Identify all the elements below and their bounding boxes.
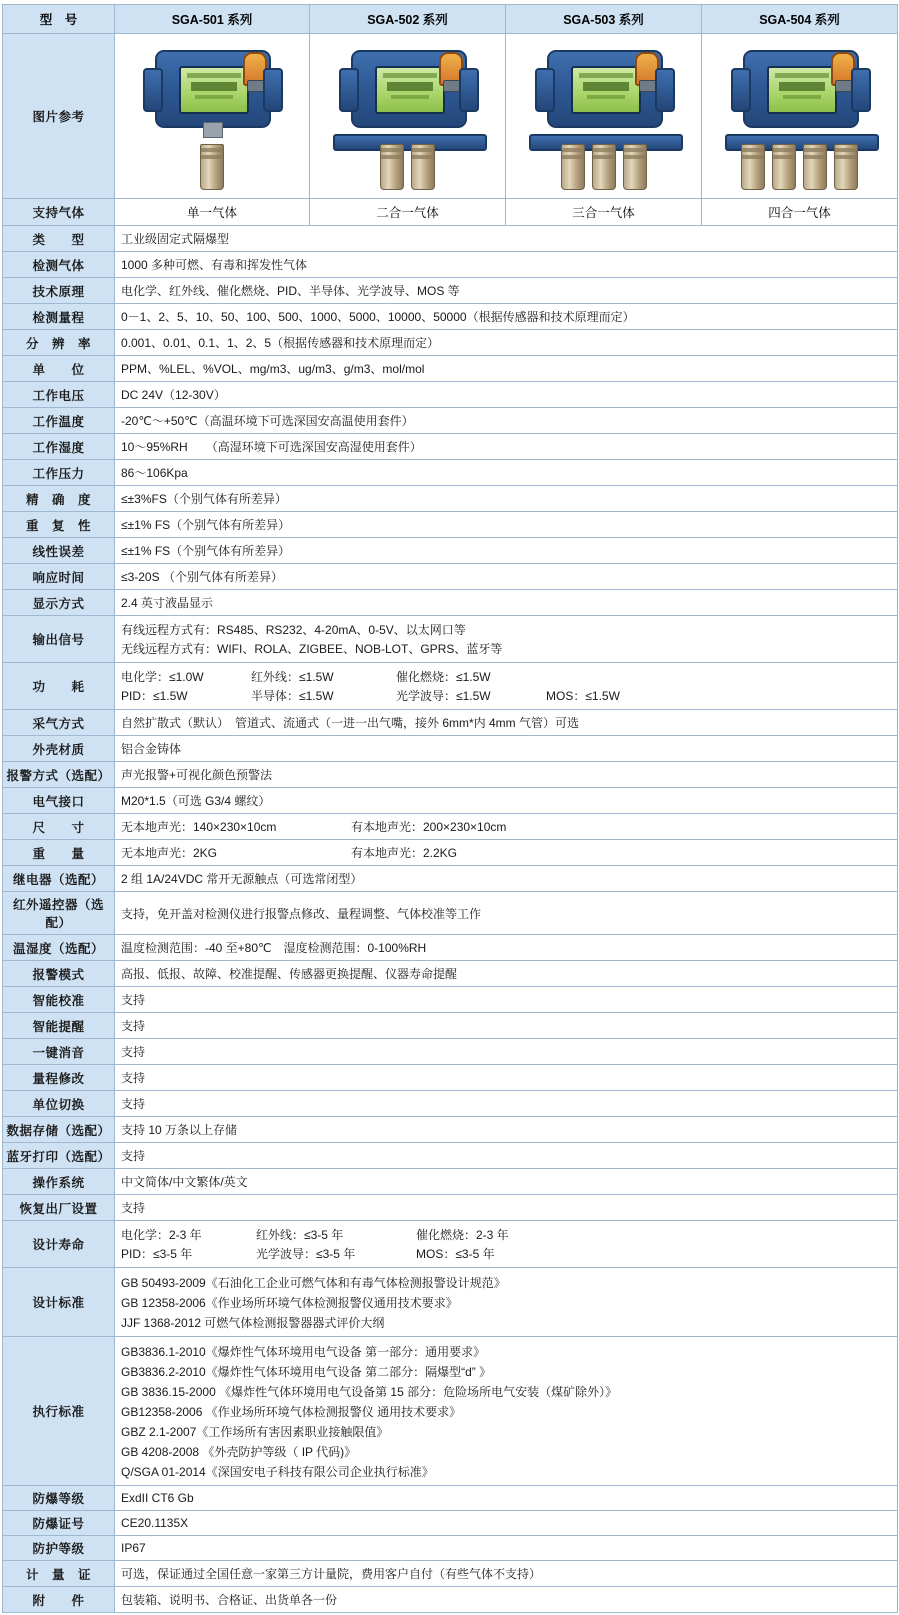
spec-label: 检测量程 bbox=[3, 304, 115, 330]
spec-value: DC 24V（12-30V） bbox=[115, 382, 898, 408]
spec-label: 精 确 度 bbox=[3, 486, 115, 512]
sensor-probe-icon bbox=[623, 144, 647, 190]
table-row-output-signal bbox=[3, 616, 898, 663]
table-row bbox=[3, 1536, 898, 1561]
table-row bbox=[3, 1065, 898, 1091]
spec-value: 支持 10 万条以上存储 bbox=[115, 1117, 898, 1143]
spec-label: 蓝牙打印（选配） bbox=[3, 1143, 115, 1169]
device-illustration-1probe bbox=[127, 40, 297, 192]
sensor-probe-icon bbox=[411, 144, 435, 190]
spec-value: 0.001、0.01、0.1、1、2、5（根据传感器和技术原理而定） bbox=[115, 330, 898, 356]
exec-standard-line: GB3836.2-2010《爆炸性气体环境用电气设备 第二部分：隔爆型“d” 》 bbox=[121, 1364, 492, 1379]
model-503: SGA-503 系列 bbox=[506, 5, 702, 34]
table-row bbox=[3, 710, 898, 736]
spec-label: 采气方式 bbox=[3, 710, 115, 736]
sensor-probe-group bbox=[519, 144, 689, 190]
table-row bbox=[3, 1117, 898, 1143]
power-electrochemical: 电化学：≤1.0W bbox=[121, 670, 204, 684]
table-row bbox=[3, 512, 898, 538]
spec-value: 高报、低报、故障、校准提醒、传感器更换提醒、仪器寿命提醒 bbox=[115, 961, 898, 987]
model-504: SGA-504 系列 bbox=[702, 5, 898, 34]
lcd-screen-icon bbox=[571, 66, 641, 114]
weight-with-local-alarm: 有本地声光：2.2KG bbox=[351, 846, 458, 860]
spec-label: 技术原理 bbox=[3, 278, 115, 304]
lifespan-infrared: 红外线：≤3-5 年 bbox=[256, 1228, 344, 1242]
model-502: SGA-502 系列 bbox=[310, 5, 506, 34]
spec-label: 红外遥控器（选配） bbox=[3, 892, 115, 935]
image-ref-label: 图片参考 bbox=[3, 34, 115, 199]
spec-label: 智能校准 bbox=[3, 987, 115, 1013]
spec-value: 2 组 1A/24VDC 常开无源触点（可选常闭型） bbox=[115, 866, 898, 892]
table-row bbox=[3, 866, 898, 892]
lifespan-pid: PID：≤3-5 年 bbox=[121, 1247, 193, 1261]
product-image-502 bbox=[310, 34, 506, 199]
spec-label: 单 位 bbox=[3, 356, 115, 382]
power-infrared: 红外线：≤1.5W bbox=[251, 670, 334, 684]
output-signal-wireless: 无线远程方式有：WIFI、ROLA、ZIGBEE、NOB-LOT、GPRS、蓝牙等 bbox=[121, 642, 503, 656]
spec-value: M20*1.5（可选 G3/4 螺纹） bbox=[115, 788, 898, 814]
table-row bbox=[3, 987, 898, 1013]
table-row bbox=[3, 486, 898, 512]
device-illustration-4probe bbox=[715, 40, 885, 192]
device-illustration-3probe bbox=[519, 40, 689, 192]
sensor-probe-icon bbox=[772, 144, 796, 190]
spec-label: 防爆证号 bbox=[3, 1511, 115, 1536]
table-row bbox=[3, 1486, 898, 1511]
product-image-504 bbox=[702, 34, 898, 199]
spec-label: 工作温度 bbox=[3, 408, 115, 434]
spec-value: 铝合金铸体 bbox=[115, 736, 898, 762]
exec-standard-line: GB 3836.15-2000 《爆炸性气体环境用电气设备第 15 部分：危险场所电气安装（煤矿除外）》 bbox=[121, 1384, 618, 1399]
spec-value: CE20.1135X bbox=[115, 1511, 898, 1536]
sensor-probe-icon bbox=[561, 144, 585, 190]
weight-value bbox=[115, 840, 898, 866]
sensor-probe-icon bbox=[803, 144, 827, 190]
spec-value: -20℃～+50℃（高温环境下可选深国安高温使用套件） bbox=[115, 408, 898, 434]
specification-table bbox=[2, 4, 898, 1613]
power-line-2 bbox=[121, 686, 891, 705]
spec-label: 单位切换 bbox=[3, 1091, 115, 1117]
spec-label: 工作湿度 bbox=[3, 434, 115, 460]
table-row-lifespan bbox=[3, 1221, 898, 1268]
spec-value: IP67 bbox=[115, 1536, 898, 1561]
table-row bbox=[3, 1169, 898, 1195]
lifespan-electrochemical: 电化学：2-3 年 bbox=[121, 1228, 202, 1242]
lamp-base-icon bbox=[247, 80, 265, 92]
lifespan-line-2 bbox=[121, 1244, 891, 1263]
table-row bbox=[3, 330, 898, 356]
spec-value: ExdII CT6 Gb bbox=[115, 1486, 898, 1511]
power-pid: PID：≤1.5W bbox=[121, 689, 188, 703]
spec-value: 10～95%RH （高湿环境下可选深国安高湿使用套件） bbox=[115, 434, 898, 460]
spec-label: 恢复出厂设置 bbox=[3, 1195, 115, 1221]
sensor-probe-group bbox=[323, 144, 493, 190]
lifespan-line-1 bbox=[121, 1225, 891, 1244]
table-row bbox=[3, 1091, 898, 1117]
spec-label: 类 型 bbox=[3, 226, 115, 252]
spec-label: 响应时间 bbox=[3, 564, 115, 590]
spec-value: 支持 bbox=[115, 1143, 898, 1169]
spec-label: 报警方式（选配） bbox=[3, 762, 115, 788]
spec-value: 支持 bbox=[115, 1195, 898, 1221]
spec-value: ≤±1% FS（个别气体有所差异） bbox=[115, 538, 898, 564]
exec-standard-line: GB 4208-2008 《外壳防护等级（ IP 代码)》 bbox=[121, 1444, 357, 1459]
table-row bbox=[3, 382, 898, 408]
spec-label: 防护等级 bbox=[3, 1536, 115, 1561]
table-row-gas-support bbox=[3, 199, 898, 226]
sensor-probe-group bbox=[715, 144, 885, 190]
table-row bbox=[3, 252, 898, 278]
spec-value: 温度检测范围：-40 至+80℃ 湿度检测范围：0-100%RH bbox=[115, 935, 898, 961]
table-row bbox=[3, 961, 898, 987]
power-mos: MOS：≤1.5W bbox=[546, 689, 620, 703]
lamp-base-icon bbox=[639, 80, 657, 92]
dimension-no-local-alarm: 无本地声光：140×230×10cm bbox=[121, 820, 277, 834]
weight-label: 重 量 bbox=[3, 840, 115, 866]
weight-no-local-alarm: 无本地声光：2KG bbox=[121, 846, 218, 860]
table-row-dimension bbox=[3, 814, 898, 840]
table-row bbox=[3, 408, 898, 434]
spec-label: 智能提醒 bbox=[3, 1013, 115, 1039]
sensor-probe-icon bbox=[741, 144, 765, 190]
lcd-screen-icon bbox=[767, 66, 837, 114]
power-semiconductor: 半导体：≤1.5W bbox=[251, 689, 334, 703]
design-standard-line: JJF 1368-2012 可燃气体检测报警器器式评价大纲 bbox=[121, 1315, 385, 1330]
spec-value: 支持 bbox=[115, 1091, 898, 1117]
lcd-screen-icon bbox=[375, 66, 445, 114]
spec-value: 电化学、红外线、催化燃烧、PID、半导体、光学波导、MOS 等 bbox=[115, 278, 898, 304]
gas-support-501: 单一气体 bbox=[115, 199, 310, 226]
design-standard-label: 设计标准 bbox=[3, 1268, 115, 1337]
dimension-value bbox=[115, 814, 898, 840]
spec-label: 温湿度（选配） bbox=[3, 935, 115, 961]
spec-label: 重 复 性 bbox=[3, 512, 115, 538]
spec-value: ≤±1% FS（个别气体有所差异） bbox=[115, 512, 898, 538]
power-label: 功 耗 bbox=[3, 663, 115, 710]
spec-label: 检测气体 bbox=[3, 252, 115, 278]
detector-housing-icon bbox=[155, 50, 271, 128]
gas-support-label: 支持气体 bbox=[3, 199, 115, 226]
header-label: 型 号 bbox=[3, 5, 115, 34]
table-row bbox=[3, 1587, 898, 1613]
spec-value: 可选，保证通过全国任意一家第三方计量院，费用客户自付（有些气体不支持） bbox=[115, 1561, 898, 1587]
table-row-design-standard bbox=[3, 1268, 898, 1337]
detector-housing-icon bbox=[351, 50, 467, 128]
table-row bbox=[3, 538, 898, 564]
table-row bbox=[3, 434, 898, 460]
table-row-weight bbox=[3, 840, 898, 866]
spec-value: 支持，免开盖对检测仪进行报警点修改、量程调整、气体校准等工作 bbox=[115, 892, 898, 935]
spec-label: 数据存储（选配） bbox=[3, 1117, 115, 1143]
output-signal-label: 输出信号 bbox=[3, 616, 115, 663]
power-value bbox=[115, 663, 898, 710]
sensor-probe-icon bbox=[834, 144, 858, 190]
design-standard-line: GB 50493-2009《石油化工企业可燃气体和有毒气体检测报警设计规范》 bbox=[121, 1275, 506, 1290]
table-row bbox=[3, 564, 898, 590]
lifespan-mos: MOS：≤3-5 年 bbox=[416, 1247, 495, 1261]
product-image-503 bbox=[506, 34, 702, 199]
table-row bbox=[3, 1143, 898, 1169]
table-row bbox=[3, 1511, 898, 1536]
lamp-base-icon bbox=[443, 80, 461, 92]
detector-housing-icon bbox=[743, 50, 859, 128]
exec-standard-line: Q/SGA 01-2014《深国安电子科技有限公司企业执行标准》 bbox=[121, 1464, 434, 1479]
exec-standard-line: GBZ 2.1-2007《工作场所有害因素职业接触限值》 bbox=[121, 1424, 389, 1439]
spec-label: 工作压力 bbox=[3, 460, 115, 486]
lamp-base-icon bbox=[835, 80, 853, 92]
spec-label: 线性误差 bbox=[3, 538, 115, 564]
spec-label: 量程修改 bbox=[3, 1065, 115, 1091]
table-row-images bbox=[3, 34, 898, 199]
dimension-label: 尺 寸 bbox=[3, 814, 115, 840]
spec-label: 外壳材质 bbox=[3, 736, 115, 762]
table-row bbox=[3, 1561, 898, 1587]
table-row bbox=[3, 278, 898, 304]
spec-value: 0－1、2、5、10、50、100、500、1000、5000、10000、50000（根据传感器和技术原理而定） bbox=[115, 304, 898, 330]
table-row bbox=[3, 762, 898, 788]
design-standard-line: GB 12358-2006《作业场所环境气体检测报警仪通用技术要求》 bbox=[121, 1295, 458, 1310]
spec-value: 支持 bbox=[115, 1065, 898, 1091]
spec-value: PPM、%LEL、%VOL、mg/m3、ug/m3、g/m3、mol/mol bbox=[115, 356, 898, 382]
spec-value: 支持 bbox=[115, 1013, 898, 1039]
table-row bbox=[3, 304, 898, 330]
table-row bbox=[3, 935, 898, 961]
spec-value: 支持 bbox=[115, 1039, 898, 1065]
table-row bbox=[3, 1039, 898, 1065]
table-row bbox=[3, 1013, 898, 1039]
spec-label: 操作系统 bbox=[3, 1169, 115, 1195]
lcd-screen-icon bbox=[179, 66, 249, 114]
spec-label: 附 件 bbox=[3, 1587, 115, 1613]
model-501: SGA-501 系列 bbox=[115, 5, 310, 34]
spec-label: 计 量 证 bbox=[3, 1561, 115, 1587]
spec-label: 电气接口 bbox=[3, 788, 115, 814]
sensor-probe-group bbox=[127, 144, 297, 190]
dimension-with-local-alarm: 有本地声光：200×230×10cm bbox=[351, 820, 507, 834]
detector-housing-icon bbox=[547, 50, 663, 128]
sensor-probe-icon bbox=[380, 144, 404, 190]
product-image-501 bbox=[115, 34, 310, 199]
lifespan-optical-waveguide: 光学波导：≤3-5 年 bbox=[256, 1247, 356, 1261]
spec-label: 显示方式 bbox=[3, 590, 115, 616]
gas-support-504: 四合一气体 bbox=[702, 199, 898, 226]
spec-label: 继电器（选配） bbox=[3, 866, 115, 892]
table-row bbox=[3, 590, 898, 616]
table-row bbox=[3, 736, 898, 762]
table-row-exec-standard bbox=[3, 1337, 898, 1486]
device-illustration-2probe bbox=[323, 40, 493, 192]
spec-label: 防爆等级 bbox=[3, 1486, 115, 1511]
spec-label: 报警模式 bbox=[3, 961, 115, 987]
power-catalytic: 催化燃烧：≤1.5W bbox=[396, 670, 491, 684]
spec-value: 86～106Kpa bbox=[115, 460, 898, 486]
table-row bbox=[3, 1195, 898, 1221]
table-row bbox=[3, 226, 898, 252]
table-row bbox=[3, 356, 898, 382]
table-row-model bbox=[3, 5, 898, 34]
spec-label: 一键消音 bbox=[3, 1039, 115, 1065]
table-row bbox=[3, 892, 898, 935]
sensor-probe-icon bbox=[200, 144, 224, 190]
sensor-probe-icon bbox=[592, 144, 616, 190]
spec-value: ≤±3%FS（个别气体有所差异） bbox=[115, 486, 898, 512]
spec-value: 声光报警+可视化颜色预警法 bbox=[115, 762, 898, 788]
power-line-1 bbox=[121, 667, 891, 686]
spec-label: 工作电压 bbox=[3, 382, 115, 408]
spec-value: 自然扩散式（默认） 管道式、流通式（一进一出气嘴，接外 6mm*内 4mm 气管）可选 bbox=[115, 710, 898, 736]
design-standard-value bbox=[115, 1268, 898, 1337]
spec-value: 2.4 英寸液晶显示 bbox=[115, 590, 898, 616]
gas-support-502: 二合一气体 bbox=[310, 199, 506, 226]
table-row-power bbox=[3, 663, 898, 710]
spec-value: 支持 bbox=[115, 987, 898, 1013]
spec-value: 中文简体/中文繁体/英文 bbox=[115, 1169, 898, 1195]
gas-support-503: 三合一气体 bbox=[506, 199, 702, 226]
spec-value: ≤3-20S （个别气体有所差异） bbox=[115, 564, 898, 590]
spec-value: 1000 多种可燃、有毒和挥发性气体 bbox=[115, 252, 898, 278]
exec-standard-value bbox=[115, 1337, 898, 1486]
exec-standard-line: GB3836.1-2010《爆炸性气体环境用电气设备 第一部分：通用要求》 bbox=[121, 1344, 486, 1359]
spec-value: 包装箱、说明书、合格证、出货单各一份 bbox=[115, 1587, 898, 1613]
lifespan-catalytic: 催化燃烧：2-3 年 bbox=[416, 1228, 509, 1242]
output-signal-wired: 有线远程方式有：RS485、RS232、4-20mA、0-5V、以太网口等 bbox=[121, 623, 466, 637]
spec-label: 分 辨 率 bbox=[3, 330, 115, 356]
table-row bbox=[3, 460, 898, 486]
exec-standard-line: GB12358-2006 《作业场所环境气体检测报警仪 通用技术要求》 bbox=[121, 1404, 462, 1419]
lifespan-label: 设计寿命 bbox=[3, 1221, 115, 1268]
power-optical-waveguide: 光学波导：≤1.5W bbox=[396, 689, 491, 703]
exec-standard-label: 执行标准 bbox=[3, 1337, 115, 1486]
neck-connector-icon bbox=[203, 122, 223, 138]
output-signal-value bbox=[115, 616, 898, 663]
lifespan-value bbox=[115, 1221, 898, 1268]
table-row bbox=[3, 788, 898, 814]
spec-value: 工业级固定式隔爆型 bbox=[115, 226, 898, 252]
